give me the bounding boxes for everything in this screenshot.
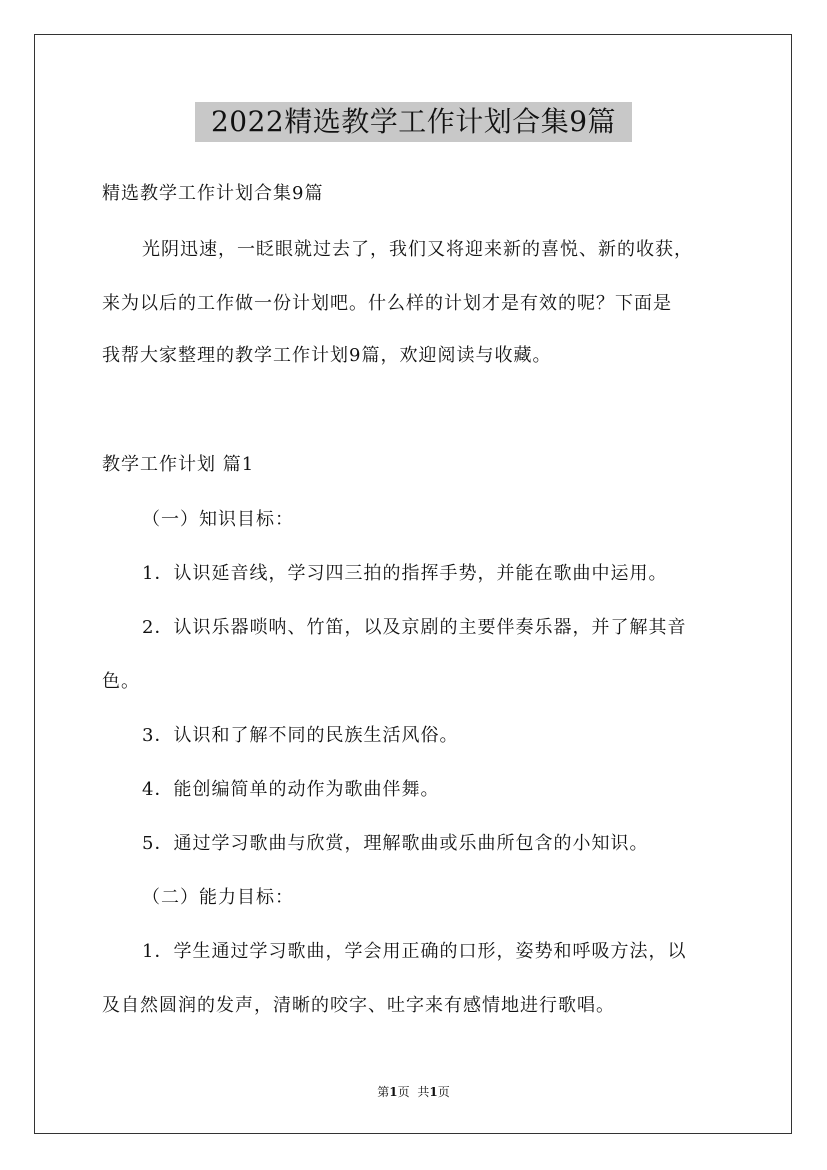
footer-page-number: 1 [389, 1085, 398, 1099]
knowledge-item-3: 3．认识和了解不同的民族生活风俗。 [142, 725, 459, 746]
ability-item-1-line-1: 1．学生通过学习歌曲，学会用正确的口形，姿势和呼吸方法，以 [142, 941, 687, 962]
document-subtitle: 精选教学工作计划合集9篇 [102, 183, 324, 204]
knowledge-item-1: 1．认识延音线，学习四三拍的指挥手势，并能在歌曲中运用。 [142, 563, 668, 584]
knowledge-item-4: 4．能创编简单的动作为歌曲伴舞。 [142, 779, 440, 800]
knowledge-item-2-line-2: 色。 [102, 671, 140, 692]
footer-total-prefix: 共 [417, 1085, 430, 1099]
knowledge-item-2-line-1: 2．认识乐器唢呐、竹笛，以及京剧的主要伴奏乐器，并了解其音 [142, 617, 687, 638]
footer-page-suffix: 页 [397, 1085, 410, 1099]
page-footer [0, 1084, 827, 1100]
knowledge-item-5: 5．通过学习歌曲与欣赏，理解歌曲或乐曲所包含的小知识。 [142, 833, 649, 854]
footer-total-suffix: 页 [437, 1085, 450, 1099]
intro-paragraph-line-2: 来为以后的工作做一份计划吧。什么样的计划才是有效的呢？下面是 [102, 293, 672, 314]
ability-item-1-line-2: 及自然圆润的发声，清晰的咬字、吐字来有感情地进行歌唱。 [102, 995, 615, 1016]
ability-goals-heading: （二）能力目标： [142, 887, 294, 908]
footer-page-prefix: 第 [377, 1085, 390, 1099]
document-title: 2022精选教学工作计划合集9篇 [195, 102, 632, 142]
section-heading: 教学工作计划 篇1 [102, 454, 255, 475]
intro-paragraph-line-3: 我帮大家整理的教学工作计划9篇，欢迎阅读与收藏。 [102, 345, 552, 366]
footer-total-number: 1 [429, 1085, 438, 1099]
knowledge-goals-heading: （一）知识目标： [142, 509, 294, 530]
intro-paragraph-line-1: 光阴迅速，一眨眼就过去了，我们又将迎来新的喜悦、新的收获， [142, 239, 693, 260]
